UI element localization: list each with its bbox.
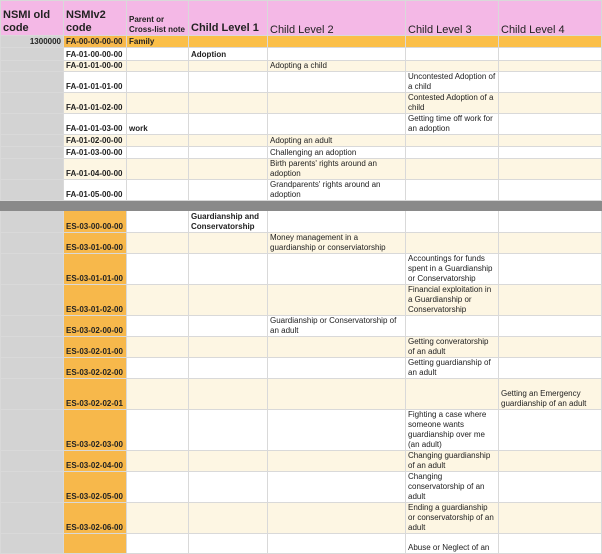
level2-cell[interactable] xyxy=(268,503,406,534)
level2-cell[interactable]: Adopting an adult xyxy=(268,135,406,147)
level4-cell[interactable] xyxy=(499,114,602,135)
level4-cell[interactable] xyxy=(499,180,602,201)
old-code-cell[interactable] xyxy=(1,135,64,147)
note-cell[interactable] xyxy=(127,472,189,503)
level3-cell[interactable]: Uncontested Adoption of a child xyxy=(406,72,499,93)
old-code-cell[interactable] xyxy=(1,534,64,554)
code-cell[interactable]: ES-03-02-02-00 xyxy=(64,358,127,379)
code-cell[interactable]: FA-01-01-03-00 xyxy=(64,114,127,135)
level2-cell[interactable]: Challenging an adoption xyxy=(268,147,406,159)
level2-cell[interactable]: Birth parents' rights around an adoption xyxy=(268,159,406,180)
header-v2-code[interactable]: NSMIv2 code xyxy=(64,1,127,36)
level1-cell[interactable] xyxy=(189,379,268,410)
level3-cell[interactable] xyxy=(406,180,499,201)
code-cell[interactable]: ES-03-01-00-00 xyxy=(64,233,127,254)
code-cell[interactable]: ES-03-01-01-00 xyxy=(64,254,127,285)
table-row[interactable] xyxy=(1,93,602,114)
header-old-code[interactable]: NSMI old code xyxy=(1,1,64,36)
level2-cell[interactable] xyxy=(268,337,406,358)
level1-cell[interactable] xyxy=(189,180,268,201)
level4-cell[interactable] xyxy=(499,358,602,379)
level1-cell[interactable] xyxy=(189,285,268,316)
level2-cell[interactable] xyxy=(268,451,406,472)
level2-cell[interactable] xyxy=(268,93,406,114)
level3-cell[interactable]: Contested Adoption of a child xyxy=(406,93,499,114)
header-level1[interactable]: Child Level 1 xyxy=(189,1,268,36)
table-row[interactable] xyxy=(1,503,602,534)
note-cell[interactable] xyxy=(127,451,189,472)
note-cell[interactable] xyxy=(127,211,189,233)
table-row[interactable] xyxy=(1,379,602,410)
old-code-cell[interactable] xyxy=(1,451,64,472)
code-cell[interactable]: ES-03-01-02-00 xyxy=(64,285,127,316)
level1-cell[interactable] xyxy=(189,135,268,147)
level2-cell[interactable] xyxy=(268,534,406,554)
level4-cell[interactable] xyxy=(499,472,602,503)
code-cell[interactable]: FA-01-01-01-00 xyxy=(64,72,127,93)
old-code-cell[interactable] xyxy=(1,159,64,180)
level1-cell[interactable] xyxy=(189,147,268,159)
code-cell[interactable]: FA-01-04-00-00 xyxy=(64,159,127,180)
level4-cell[interactable] xyxy=(499,534,602,554)
level3-cell[interactable] xyxy=(406,147,499,159)
code-cell[interactable]: FA-01-02-00-00 xyxy=(64,135,127,147)
note-cell[interactable] xyxy=(127,233,189,254)
table-row[interactable] xyxy=(1,72,602,93)
level2-cell[interactable] xyxy=(268,211,406,233)
level2-cell[interactable] xyxy=(268,410,406,451)
note-cell[interactable] xyxy=(127,503,189,534)
code-cell[interactable]: ES-03-02-03-00 xyxy=(64,410,127,451)
table-row[interactable] xyxy=(1,114,602,135)
level1-cell[interactable] xyxy=(189,159,268,180)
table-row[interactable] xyxy=(1,48,602,61)
level4-cell[interactable] xyxy=(499,211,602,233)
level2-cell[interactable] xyxy=(268,254,406,285)
code-cell[interactable]: ES-03-02-00-00 xyxy=(64,316,127,337)
level4-cell[interactable] xyxy=(499,285,602,316)
level1-cell[interactable] xyxy=(189,472,268,503)
old-code-cell[interactable] xyxy=(1,233,64,254)
note-cell[interactable] xyxy=(127,534,189,554)
table-row[interactable] xyxy=(1,316,602,337)
level3-cell[interactable] xyxy=(406,159,499,180)
level4-cell[interactable] xyxy=(499,36,602,48)
note-cell[interactable] xyxy=(127,48,189,61)
code-cell[interactable]: FA-01-01-00-00 xyxy=(64,61,127,72)
level4-cell[interactable] xyxy=(499,61,602,72)
level3-cell[interactable]: Financial exploitation in a Guardianship or Conservatorship xyxy=(406,285,499,316)
note-cell[interactable] xyxy=(127,410,189,451)
table-row[interactable] xyxy=(1,451,602,472)
old-code-cell[interactable] xyxy=(1,93,64,114)
level4-cell[interactable] xyxy=(499,72,602,93)
old-code-cell[interactable] xyxy=(1,180,64,201)
old-code-cell[interactable] xyxy=(1,72,64,93)
level4-cell[interactable] xyxy=(499,503,602,534)
level3-cell[interactable]: Ending a guardianship or conservatorship of an adult xyxy=(406,503,499,534)
level4-cell[interactable] xyxy=(499,410,602,451)
level2-cell[interactable]: Guardianship or Conservatorship of an adult xyxy=(268,316,406,337)
level2-cell[interactable] xyxy=(268,379,406,410)
level1-cell[interactable] xyxy=(189,358,268,379)
level3-cell[interactable] xyxy=(406,48,499,61)
old-code-cell[interactable] xyxy=(1,147,64,159)
table-row[interactable] xyxy=(1,36,602,48)
code-cell[interactable]: ES-03-02-06-00 xyxy=(64,503,127,534)
header-row xyxy=(1,1,602,36)
level2-cell[interactable]: Grandparents' rights around an adoption xyxy=(268,180,406,201)
note-cell[interactable] xyxy=(127,254,189,285)
level1-cell[interactable] xyxy=(189,254,268,285)
table-row[interactable] xyxy=(1,211,602,233)
code-cell[interactable] xyxy=(64,534,127,554)
note-cell[interactable] xyxy=(127,61,189,72)
table-row[interactable] xyxy=(1,147,602,159)
level1-cell[interactable] xyxy=(189,72,268,93)
note-cell[interactable] xyxy=(127,159,189,180)
level3-cell[interactable] xyxy=(406,211,499,233)
level3-cell[interactable]: Getting converatorship of an adult xyxy=(406,337,499,358)
code-cell[interactable]: ES-03-02-04-00 xyxy=(64,451,127,472)
table-row[interactable] xyxy=(1,534,602,554)
old-code-cell[interactable]: 1300000 xyxy=(1,36,64,48)
level1-cell[interactable]: Adoption xyxy=(189,48,268,61)
table-row[interactable] xyxy=(1,472,602,503)
level3-cell[interactable] xyxy=(406,36,499,48)
level1-cell[interactable] xyxy=(189,233,268,254)
note-cell[interactable] xyxy=(127,379,189,410)
level1-cell[interactable]: Guardianship and Conservatorship xyxy=(189,211,268,233)
code-cell[interactable]: ES-03-02-05-00 xyxy=(64,472,127,503)
level4-cell[interactable] xyxy=(499,159,602,180)
table-row[interactable] xyxy=(1,61,602,72)
table-row[interactable] xyxy=(1,410,602,451)
level3-cell[interactable] xyxy=(406,233,499,254)
note-cell[interactable] xyxy=(127,147,189,159)
level2-cell[interactable]: Money management in a guardianship or conserviatorship xyxy=(268,233,406,254)
level2-cell[interactable] xyxy=(268,72,406,93)
code-cell[interactable]: ES-03-02-01-00 xyxy=(64,337,127,358)
code-cell[interactable]: FA-01-01-02-00 xyxy=(64,93,127,114)
level4-cell[interactable] xyxy=(499,451,602,472)
level1-cell[interactable] xyxy=(189,503,268,534)
separator-row xyxy=(1,201,602,211)
note-cell[interactable] xyxy=(127,180,189,201)
old-code-cell[interactable] xyxy=(1,254,64,285)
level1-cell[interactable] xyxy=(189,36,268,48)
level2-cell[interactable] xyxy=(268,285,406,316)
code-cell[interactable]: FA-01-03-00-00 xyxy=(64,147,127,159)
level3-cell[interactable]: Accountings for funds spent in a Guardianship or Conservatorship xyxy=(406,254,499,285)
level4-cell[interactable] xyxy=(499,316,602,337)
level4-cell[interactable] xyxy=(499,135,602,147)
level4-cell[interactable] xyxy=(499,254,602,285)
old-code-cell[interactable] xyxy=(1,503,64,534)
old-code-cell[interactable] xyxy=(1,358,64,379)
level3-cell[interactable] xyxy=(406,135,499,147)
level1-cell[interactable] xyxy=(189,114,268,135)
level2-cell[interactable] xyxy=(268,358,406,379)
old-code-cell[interactable] xyxy=(1,472,64,503)
table-row[interactable] xyxy=(1,337,602,358)
level4-cell[interactable] xyxy=(499,93,602,114)
old-code-cell[interactable] xyxy=(1,316,64,337)
table-row[interactable] xyxy=(1,254,602,285)
level2-cell[interactable] xyxy=(268,48,406,61)
note-cell[interactable] xyxy=(127,285,189,316)
note-cell[interactable] xyxy=(127,358,189,379)
old-code-cell[interactable] xyxy=(1,285,64,316)
note-cell[interactable] xyxy=(127,337,189,358)
old-code-cell[interactable] xyxy=(1,114,64,135)
note-cell[interactable]: Family xyxy=(127,36,189,48)
old-code-cell[interactable] xyxy=(1,337,64,358)
table-row[interactable] xyxy=(1,358,602,379)
table-row[interactable] xyxy=(1,159,602,180)
header-level4[interactable]: Child Level 4 xyxy=(499,1,602,36)
level1-cell[interactable] xyxy=(189,61,268,72)
level1-cell[interactable] xyxy=(189,410,268,451)
level4-cell[interactable] xyxy=(499,337,602,358)
header-level3[interactable]: Child Level 3 xyxy=(406,1,499,36)
old-code-cell[interactable] xyxy=(1,379,64,410)
level2-cell[interactable] xyxy=(268,36,406,48)
level4-cell[interactable] xyxy=(499,233,602,254)
level1-cell[interactable] xyxy=(189,337,268,358)
table-row[interactable] xyxy=(1,135,602,147)
note-cell[interactable] xyxy=(127,72,189,93)
level3-cell[interactable]: Changing conservatorship of an adult xyxy=(406,472,499,503)
level1-cell[interactable] xyxy=(189,534,268,554)
note-cell[interactable] xyxy=(127,135,189,147)
note-cell[interactable] xyxy=(127,316,189,337)
level4-cell[interactable] xyxy=(499,147,602,159)
level1-cell[interactable] xyxy=(189,316,268,337)
level3-cell[interactable]: Getting guardianship of an adult xyxy=(406,358,499,379)
table-row[interactable] xyxy=(1,285,602,316)
level1-cell[interactable] xyxy=(189,93,268,114)
table-row[interactable] xyxy=(1,233,602,254)
code-cell[interactable]: FA-00-00-00-00 xyxy=(64,36,127,48)
code-cell[interactable]: ES-03-02-02-01 xyxy=(64,379,127,410)
level3-cell[interactable]: Fighting a case where someone wants guardianship over me (an adult) xyxy=(406,410,499,451)
code-cell[interactable]: FA-01-05-00-00 xyxy=(64,180,127,201)
level2-cell[interactable] xyxy=(268,114,406,135)
table-row[interactable] xyxy=(1,180,602,201)
level3-cell[interactable] xyxy=(406,316,499,337)
old-code-cell[interactable] xyxy=(1,410,64,451)
header-level2[interactable]: Child Level 2 xyxy=(268,1,406,36)
header-note[interactable]: Parent or Cross-list note xyxy=(127,1,189,36)
level3-cell[interactable]: Changing guardianship of an adult xyxy=(406,451,499,472)
old-code-cell[interactable] xyxy=(1,61,64,72)
level2-cell[interactable]: Adopting a child xyxy=(268,61,406,72)
level3-cell[interactable] xyxy=(406,379,499,410)
code-cell[interactable]: FA-01-00-00-00 xyxy=(64,48,127,61)
old-code-cell[interactable] xyxy=(1,48,64,61)
old-code-cell[interactable] xyxy=(1,211,64,233)
level2-cell[interactable] xyxy=(268,472,406,503)
level4-cell[interactable] xyxy=(499,48,602,61)
level1-cell[interactable] xyxy=(189,451,268,472)
level3-cell[interactable] xyxy=(406,61,499,72)
level3-cell[interactable]: Abuse or Neglect of an xyxy=(406,534,499,554)
level3-cell[interactable]: Getting time off work for an adoption xyxy=(406,114,499,135)
level4-cell[interactable]: Getting an Emergency guardianship of an adult xyxy=(499,379,602,410)
note-cell[interactable]: work xyxy=(127,114,189,135)
note-cell[interactable] xyxy=(127,93,189,114)
code-cell[interactable]: ES-03-00-00-00 xyxy=(64,211,127,233)
